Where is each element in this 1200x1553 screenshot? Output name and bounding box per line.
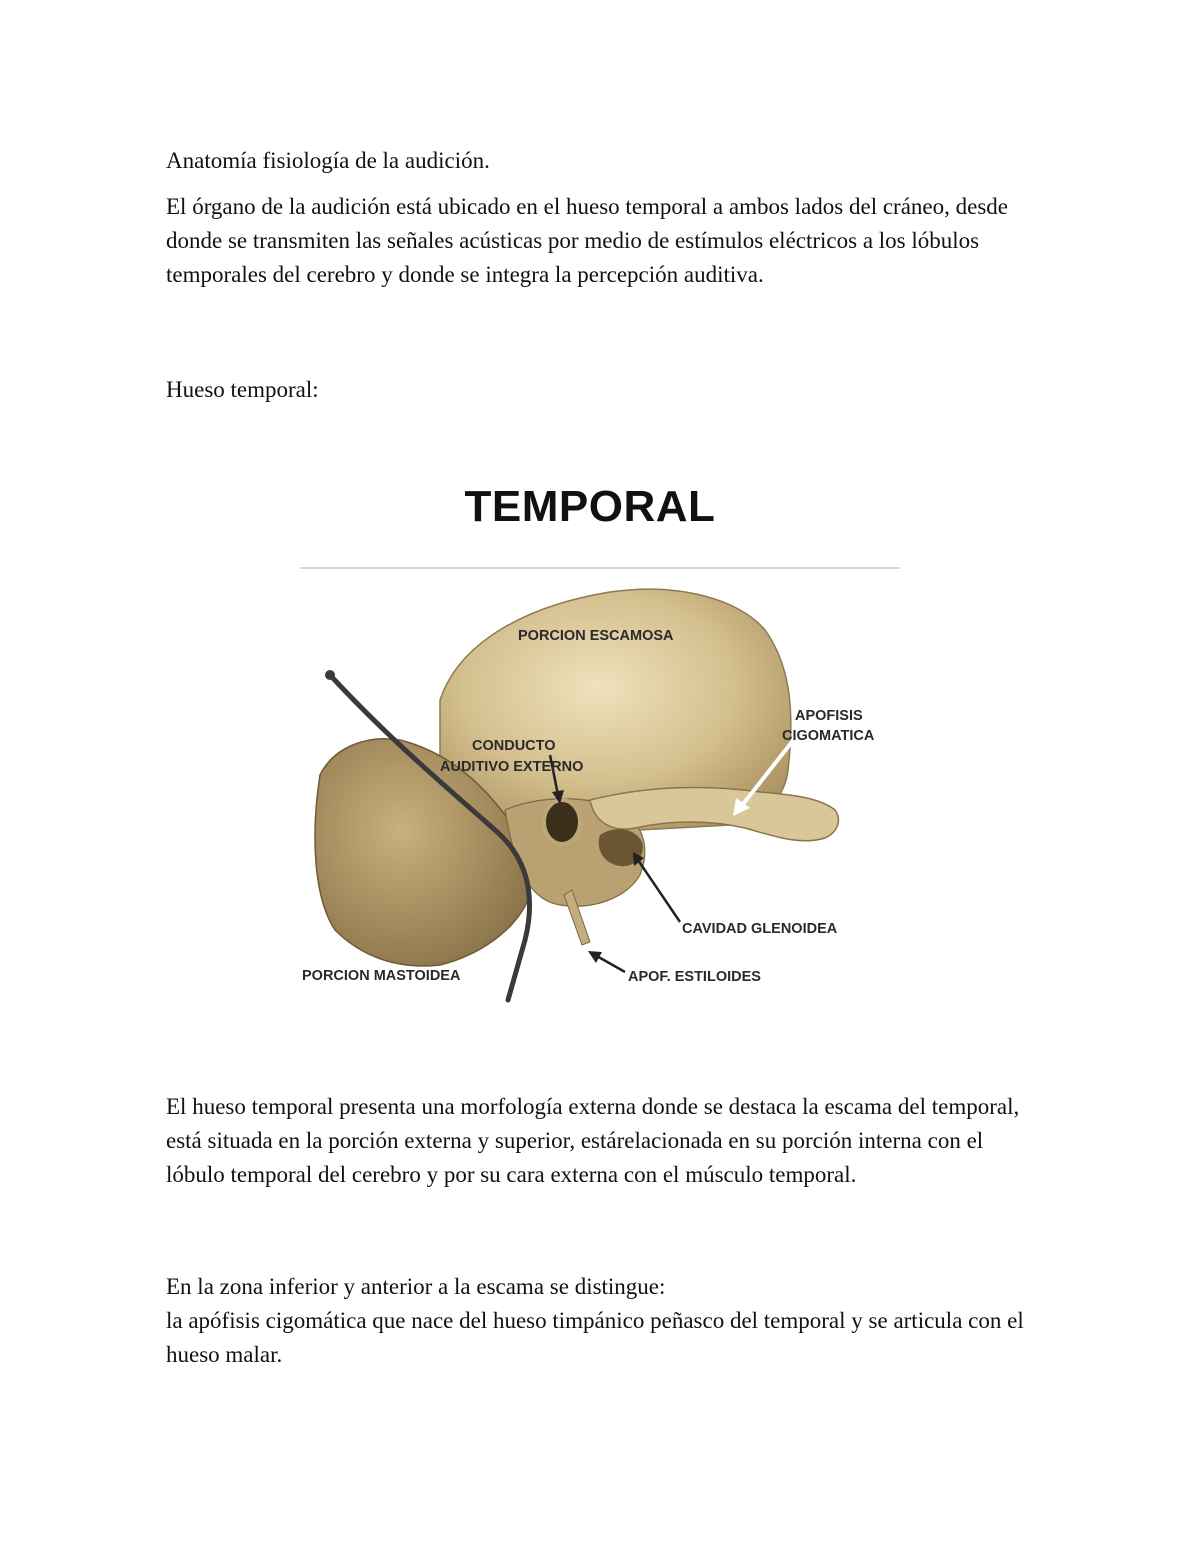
glenoid-arrow xyxy=(638,860,680,922)
paragraph-zona-inferior-line1: En la zona inferior y anterior a la escama se distingue: xyxy=(166,1274,666,1299)
label-apofisis-line2: CIGOMATICA xyxy=(782,728,875,744)
section-label: Hueso temporal: xyxy=(166,377,319,402)
label-apof-estiloides: APOF. ESTILOIDES xyxy=(628,969,761,985)
styloid-arrow xyxy=(595,955,625,972)
label-apofisis-line1: APOFISIS xyxy=(795,708,863,724)
label-porcion-escamosa: PORCION ESCAMOSA xyxy=(518,628,674,644)
intro-paragraph: El órgano de la audición está ubicado en el hueso temporal a ambos lados del cráneo, desde donde se transmiten las señales acústicas por medio de estímulos eléctricos a los lóbulos temporales del cerebro y donde se integra la percepción auditiva. xyxy=(166,194,1008,287)
paragraph-zona-inferior-line2: la apófisis cigomática que nace del hueso timpánico peñasco del temporal y se articula con el hueso malar. xyxy=(166,1308,1024,1367)
temporal-bone-illustration xyxy=(290,570,910,1010)
label-conducto-line1: CONDUCTO xyxy=(472,738,556,754)
document-heading: Anatomía fisiología de la audición. xyxy=(166,148,490,173)
division-line-end xyxy=(325,670,335,680)
temporal-bone-figure xyxy=(290,470,910,1010)
auditory-canal-shape xyxy=(544,800,580,844)
label-conducto-line2: AUDITIVO EXTERNO xyxy=(440,759,584,775)
figure-divider xyxy=(300,567,900,569)
paragraph-escama: El hueso temporal presenta una morfología externa donde se destaca la escama del temporal, está situada en la porción externa y superior, estárelacionada en su porción interna con el lóbulo temporal del cerebro y por su cara externa con el músculo temporal. xyxy=(166,1094,1020,1187)
figure-title: TEMPORAL xyxy=(464,482,716,531)
label-cavidad-glenoidea: CAVIDAD GLENOIDEA xyxy=(682,921,838,937)
label-porcion-mastoidea: PORCION MASTOIDEA xyxy=(302,968,461,984)
